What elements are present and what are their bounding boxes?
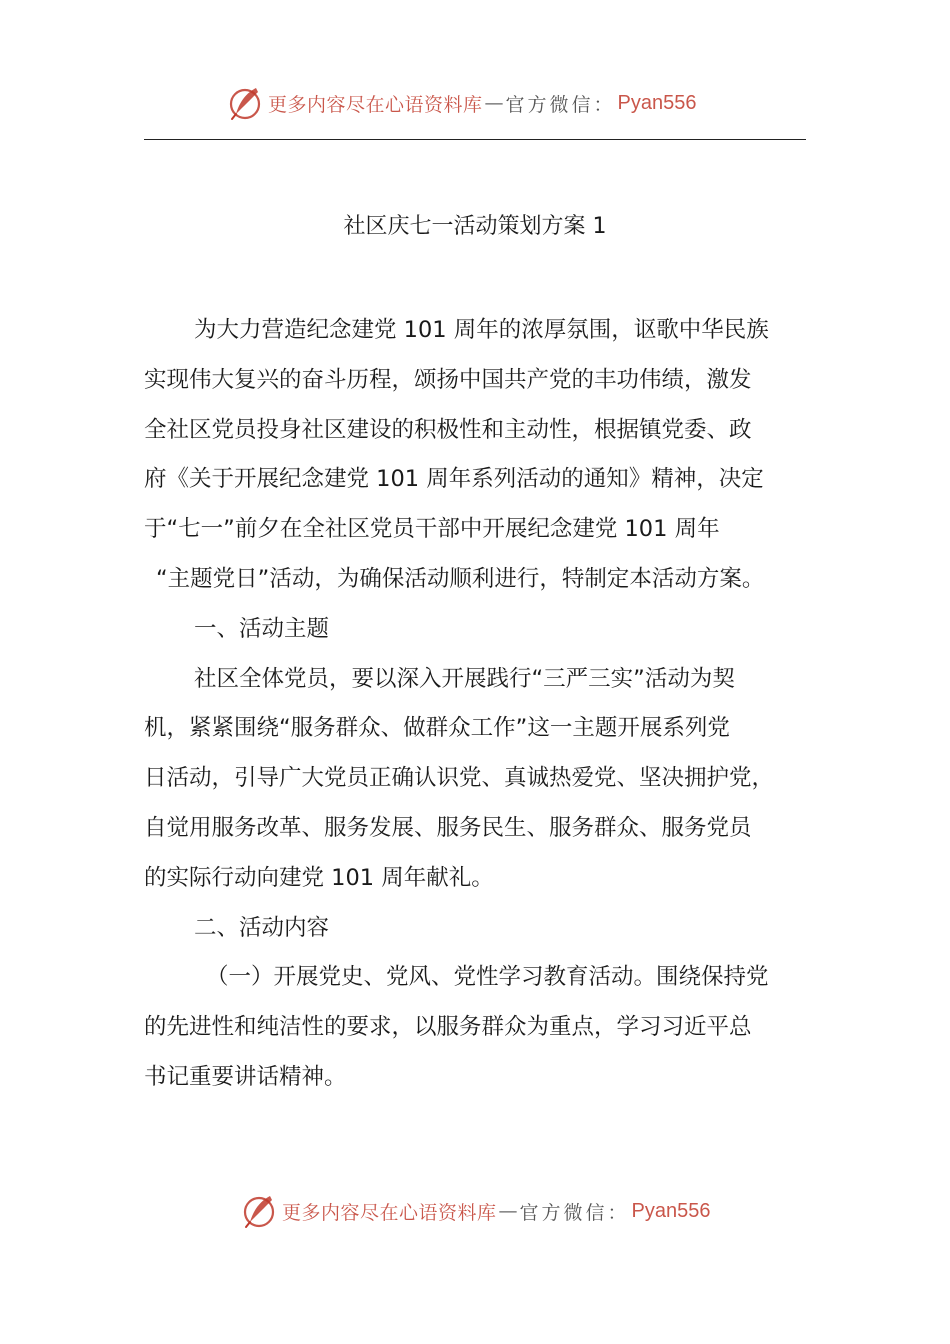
paragraph-line: 为大力营造纪念建党 101 周年的浓厚氛围，讴歌中华民族 <box>194 317 769 343</box>
header-official-label: 官方微信： <box>505 93 616 116</box>
paragraph-line: “主题党日”活动，为确保活动顺利进行，特制定本活动方案。 <box>156 565 765 592</box>
document-title: 社区庆七一活动策划方案 1 <box>343 214 607 239</box>
paragraph-line: 日活动，引导广大党员正确认识党、真诚热爱党、坚决拥护党， <box>144 765 775 792</box>
paragraph-line: （一）开展党史、党风、党性学习教育活动。围绕保持党 <box>206 964 769 991</box>
header-banner-text: 更多内容尽在心语资料库 <box>268 93 483 116</box>
footer-official-label: 官方微信： <box>519 1201 630 1224</box>
section-heading-content: 二、活动内容 <box>194 914 330 941</box>
footer-wechat-id: Pyan556 <box>631 1199 711 1222</box>
footer-banner-separator: — <box>498 1200 518 1222</box>
section-heading-theme: 一、活动主题 <box>194 615 330 642</box>
header-wechat-id: Pyan556 <box>617 91 697 114</box>
quill-logo-icon <box>226 84 264 122</box>
document-body <box>144 306 806 1103</box>
header-banner <box>226 84 697 122</box>
header-banner-separator: — <box>484 92 504 114</box>
paragraph-line: 于“七一”前夕在全社区党员干部中开展纪念建党 101 周年 <box>144 516 720 543</box>
paragraph-line: 的实际行动向建党 101 周年献礼。 <box>144 864 494 891</box>
footer-banner-text: 更多内容尽在心语资料库 <box>282 1201 497 1224</box>
paragraph-line: 自觉用服务改革、服务发展、服务民生、服务群众、服务党员 <box>144 814 752 841</box>
header-divider <box>144 139 806 140</box>
paragraph-line: 书记重要讲话精神。 <box>144 1063 347 1090</box>
paragraph-line: 府《关于开展纪念建党 101 周年系列活动的通知》精神，决定 <box>144 466 764 493</box>
paragraph-line: 全社区党员投身社区建设的积极性和主动性，根据镇党委、政 <box>144 416 752 443</box>
footer-banner <box>240 1192 711 1230</box>
paragraph-line: 的先进性和纯洁性的要求，以服务群众为重点，学习习近平总 <box>144 1014 752 1041</box>
paragraph-line: 实现伟大复兴的奋斗历程，颂扬中国共产党的丰功伟绩，激发 <box>144 366 752 393</box>
paragraph-line: 机，紧紧围绕“服务群众、做群众工作”这一主题开展系列党 <box>144 715 730 742</box>
paragraph-line: 社区全体党员，要以深入开展践行“三严三实”活动为契 <box>194 665 735 692</box>
quill-logo-icon <box>240 1192 278 1230</box>
